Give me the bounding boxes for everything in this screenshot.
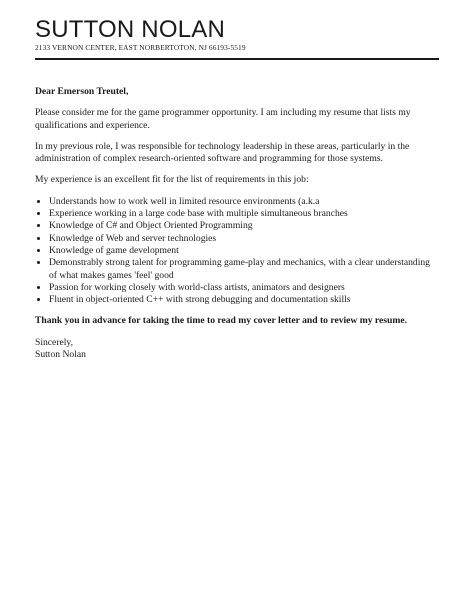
list-item: • Passion for working closely with world-class artists, animators and designers [49, 282, 439, 294]
list-item: • Knowledge of Web and server technologies [49, 233, 439, 245]
valediction: Sincerely, [35, 336, 74, 348]
list-item: • Knowledge of C# and Object Oriented Programming [49, 220, 439, 232]
sender-address: 2133 VERNON CENTER, EAST NORBERTOTON, NJ 66193-5519 [35, 43, 246, 52]
salutation: Dear Emerson Treutel, [35, 86, 129, 97]
letter-body [35, 86, 439, 361]
requirements-intro: My experience is an excellent fit for the list of requirements in this job: [35, 174, 309, 186]
signature-name: Sutton Nolan [35, 349, 86, 361]
header-divider [35, 58, 439, 60]
list-item: • Experience working in a large code base with multiple simultaneous branches [49, 208, 439, 220]
intro-paragraph: Please consider me for the game programmer opportunity. I am including my resume that lists my qualifications and experience. [35, 107, 411, 131]
list-item: • Demonstrably strong talent for programming game-play and mechanics, with a clear understanding of what makes games 'feel' good [49, 257, 439, 282]
list-item: • Knowledge of game development [49, 245, 439, 257]
sender-name: SUTTON NOLAN [35, 16, 225, 43]
experience-paragraph: In my previous role, I was responsible for technology leadership in these areas, particularly in the administration of complex research-oriented software and programming for those systems. [35, 140, 410, 165]
requirements-list [35, 196, 439, 307]
list-item: • Understands how to work well in limited resource environments (a.k.a [49, 196, 439, 208]
closing-statement: Thank you in advance for taking the time to read my cover letter and to review my resume. [35, 315, 407, 327]
list-item: • Fluent in object-oriented C++ with strong debugging and documentation skills [49, 294, 439, 306]
